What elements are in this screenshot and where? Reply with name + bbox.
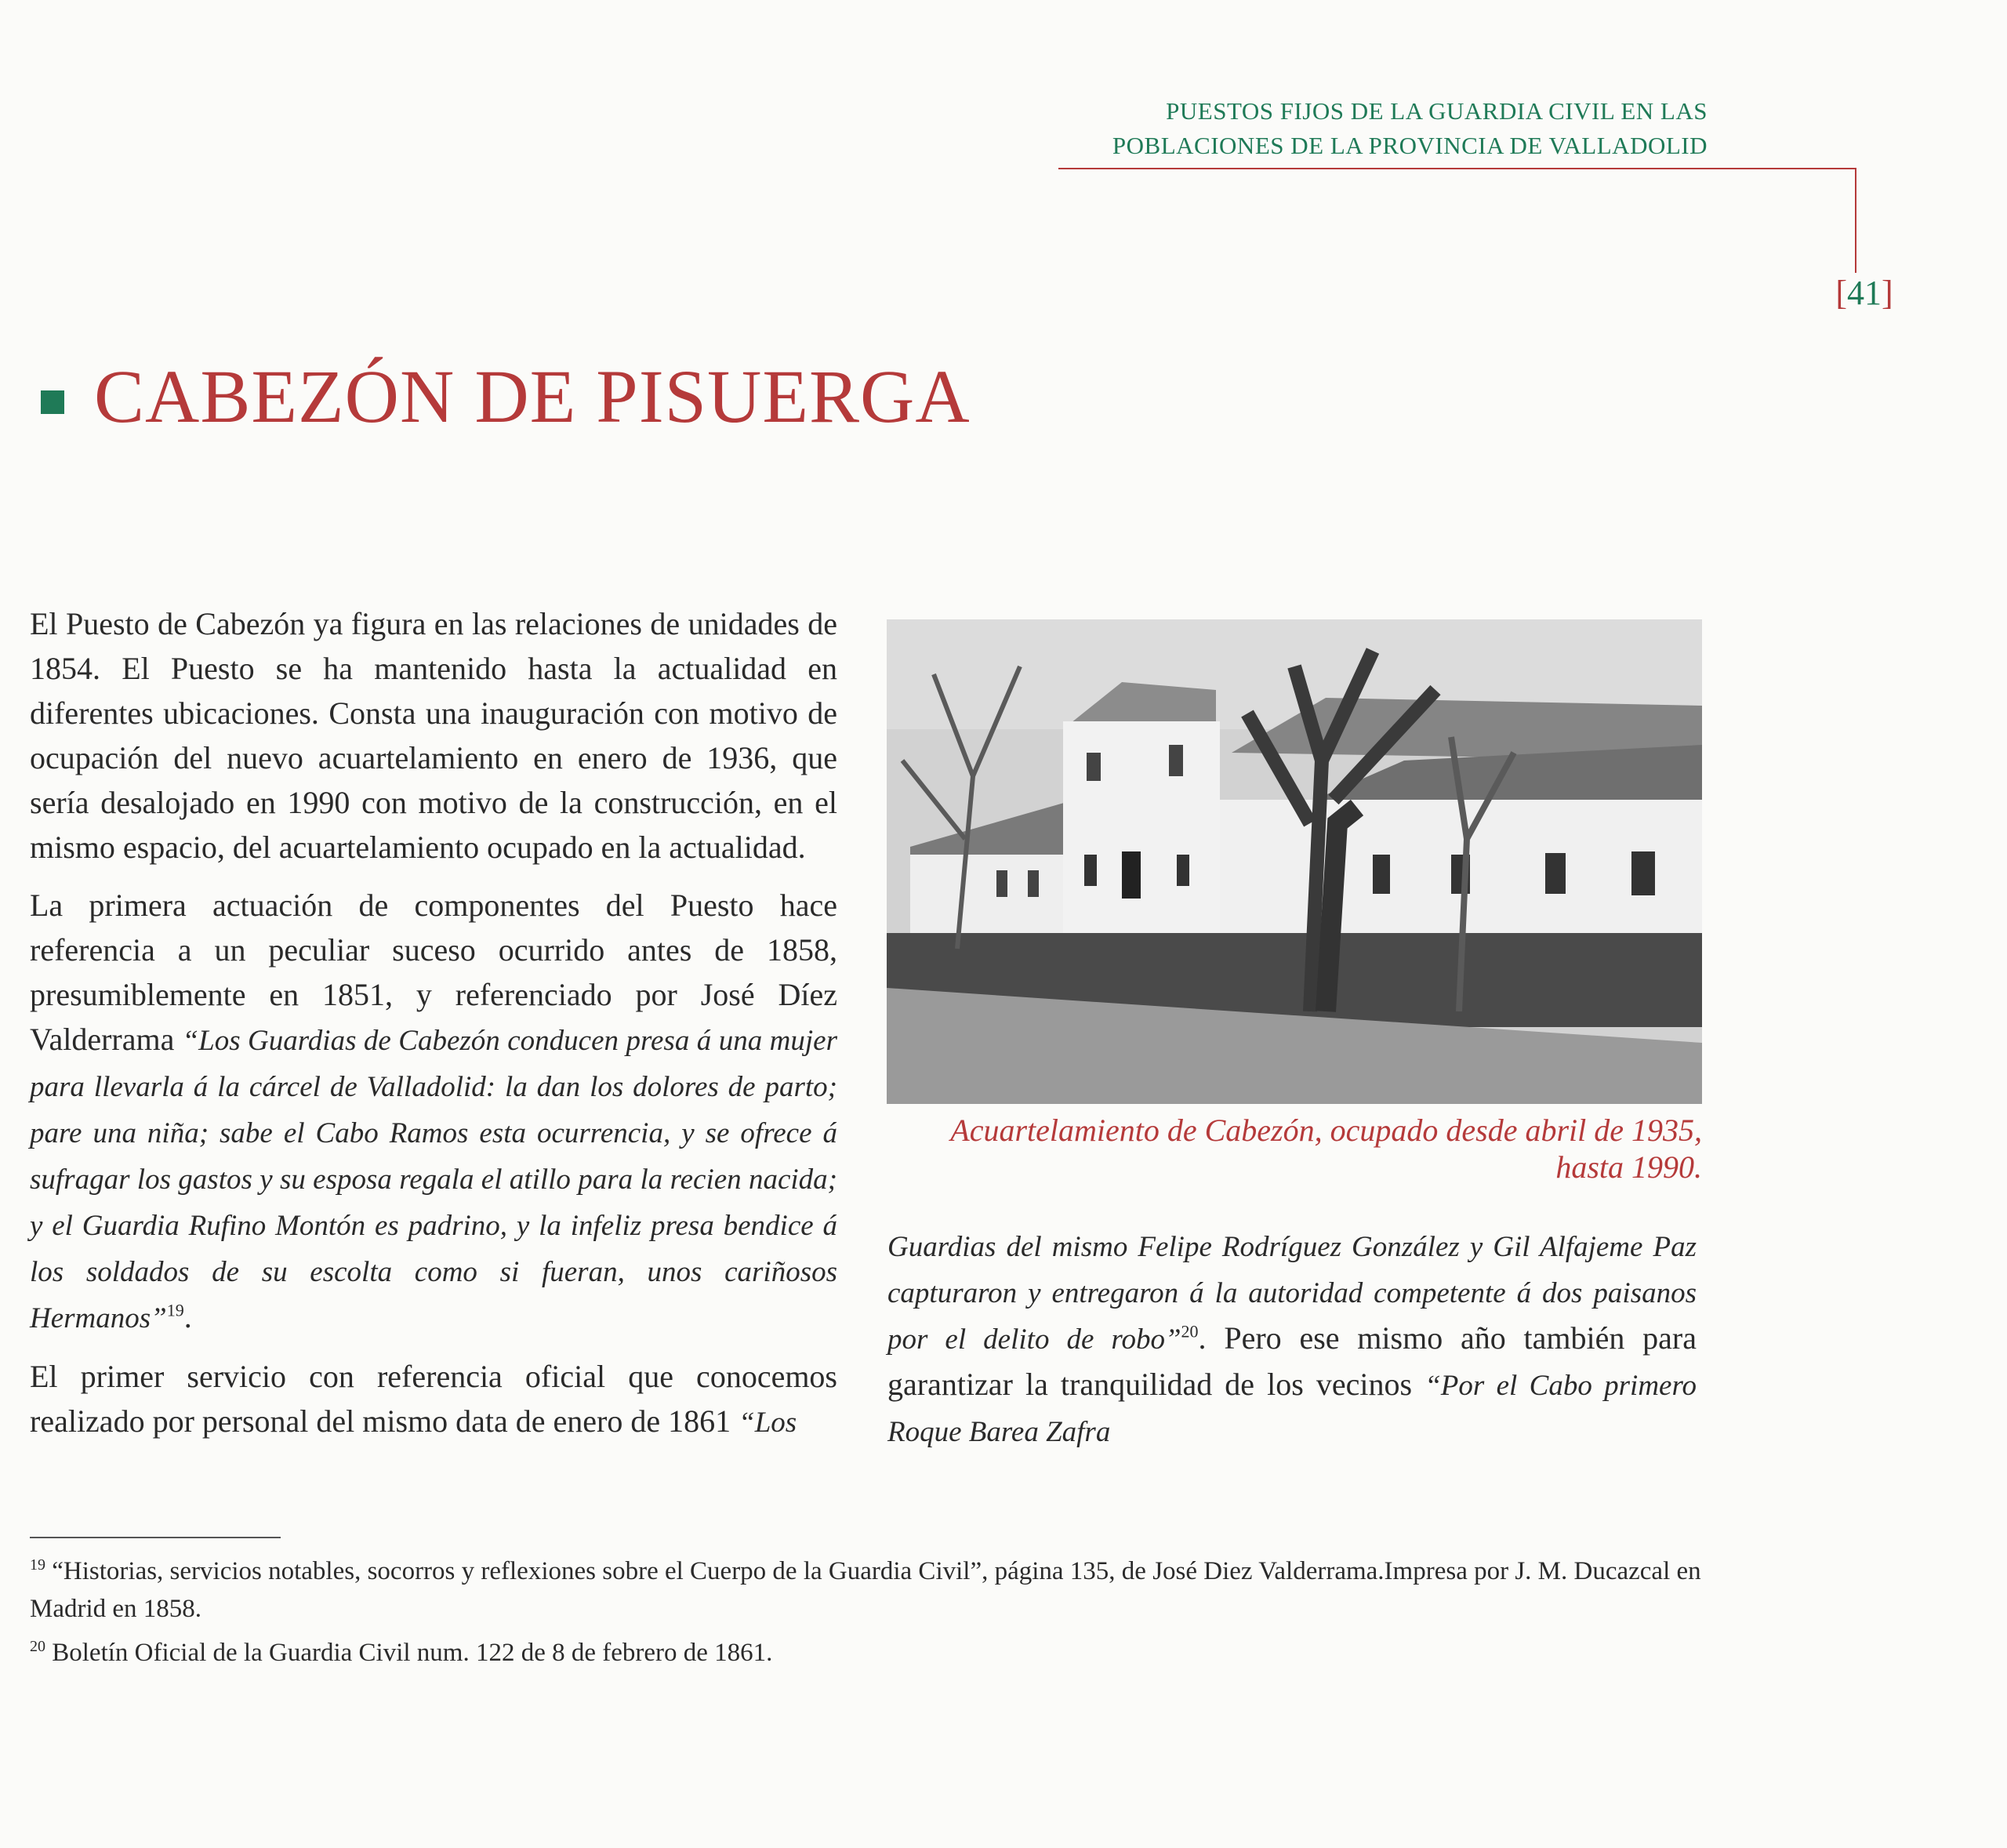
quote: “Los Guardias de Cabezón conducen presa á una mujer para llevarla á la cárcel de Valladolid: la dan los dolores de parto; pare una niña; sabe el Cabo Ramos esta ocurrencia, y se ofrece á sufragar los gastos y su esposa regala el atillo para la recien nacida; y el Guardia Rufino Montón es padrino, y la infeliz presa bendice á los soldados de su escolta como si fueran, unos cariñosos Hermanos” [30, 1025, 837, 1334]
footnote-20: $^{20}$ Boletín Oficial de la Guardia Civil num. 122 de 8 de febrero de 1861. [30, 1638, 773, 1667]
page-number: [41] [1835, 274, 1893, 312]
footnote-divider [30, 1537, 281, 1538]
quote: “Los [739, 1407, 797, 1439]
paragraph-2: La primera actuación de componentes del Puesto hace referencia a un peculiar suceso ocurrido antes de 1858, presumiblemente en 1851, y referenciado por José Díez Valderrama “Los Guardias de Cabezón conducen presa á una mujer para llevarla á la cárcel de Valladolid: la dan los dolores de parto; pare una niña; sabe el Cabo Ramos esta ocurrencia, y se ofrece á sufragar los gastos y su esposa regala el atillo para la recien nacida; y el Guardia Rufino Montón es padrino, y la infeliz presa bendice á los soldados de su escolta como si fueran, unos cariñosos Hermanos”$^{19}$. [30, 888, 837, 1334]
barracks-photo [887, 619, 1702, 1104]
right-column [887, 1223, 1697, 1468]
paragraph-1: El Puesto de Cabezón ya figura en las relaciones de unidades de 1854. El Puesto se ha mantenido hasta la actualidad en diferentes ubicaciones. Consta una inauguración con motivo de ocupación del nuevo acuartelamiento en enero de 1936, que sería desalojado en 1990 con motivo de la construcción, en el mismo espacio, del acuartelamiento ocupado en la actualidad. [30, 606, 837, 865]
header-rule-vertical [1855, 168, 1856, 273]
photo-caption: Acuartelamiento de Cabezón, ocupado desde abril de 1935, hasta 1990. [950, 1113, 1702, 1185]
running-header-line1: PUESTOS FIJOS DE LA GUARDIA CIVIL EN LAS [1166, 97, 1708, 125]
page-title: CABEZÓN DE PISUERGA [94, 354, 971, 438]
section-title [41, 353, 971, 440]
footnote-ref: 20 [1181, 1321, 1199, 1342]
footnote-ref: 19 [166, 1300, 184, 1320]
left-column [30, 601, 837, 1458]
quote: Guardias del mismo Felipe Rodríguez González y Gil Alfajeme Paz capturaron y entregaron á la autoridad competente á dos paisanos por el delito de robo” [887, 1231, 1697, 1356]
paragraph-4: Guardias del mismo Felipe Rodríguez González y Gil Alfajeme Paz capturaron y entregaron á la autoridad competente á dos paisanos por el delito de robo”$^{20}$. Pero ese mismo año también para garantizar la tranquilidad de los vecinos “Por el Cabo primero Roque Barea Zafra [887, 1231, 1697, 1448]
page-number-value: 41 [1847, 274, 1882, 312]
square-bullet-icon [41, 390, 64, 414]
paragraph-3: El primer servicio con referencia oficial que conocemos realizado por personal del mismo data de enero de 1861 “Los [30, 1359, 837, 1439]
quote: “Por el Cabo primero Roque Barea Zafra [887, 1370, 1697, 1448]
running-header-line2: POBLACIONES DE LA PROVINCIA DE VALLADOLID [1112, 132, 1708, 159]
footnote-19: $^{19}$ “Historias, servicios notables, socorros y reflexiones sobre el Cuerpo de la Guardia Civil”, página 135, de José Diez Valderrama.Impresa por J. M. Ducazcal en Madrid en 1858. [30, 1556, 1701, 1623]
header-rule [1058, 168, 1856, 169]
running-header [924, 94, 1708, 163]
footnotes [30, 1546, 1708, 1672]
